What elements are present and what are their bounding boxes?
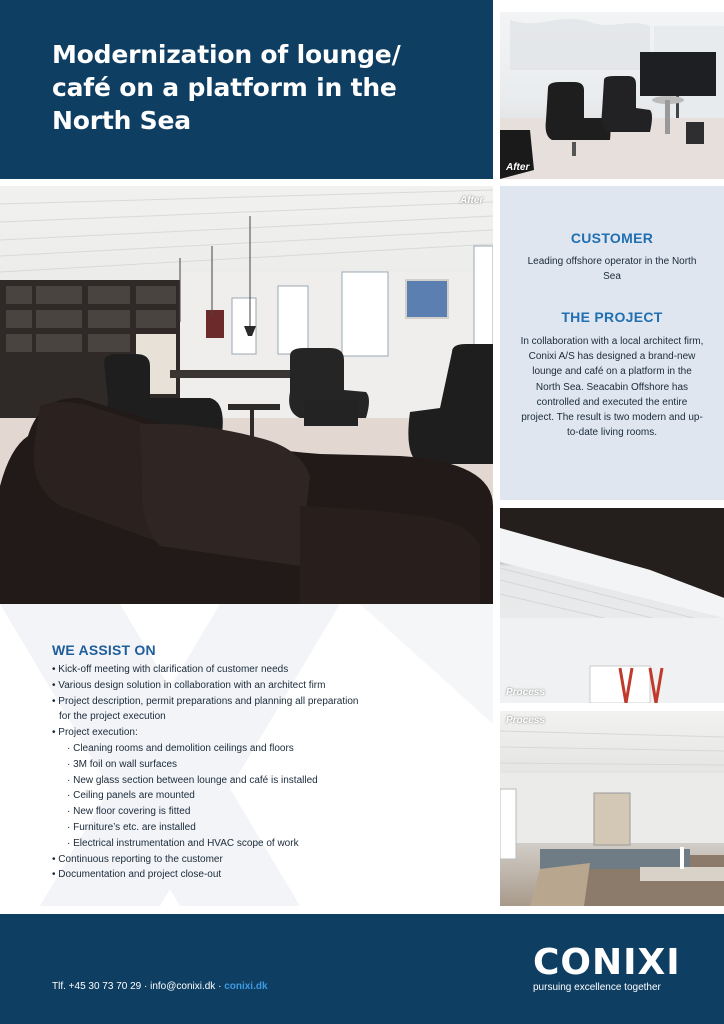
photo-lounge-chairs-illustration — [500, 0, 724, 179]
customer-heading: CUSTOMER — [570, 230, 654, 246]
page-title: Modernization of lounge/ café on a platform in the North Sea — [52, 40, 401, 135]
photo-lounge-chairs — [500, 0, 724, 179]
customer-text: Leading offshore operator in the North Sea — [527, 256, 697, 283]
project-heading: THE PROJECT — [561, 309, 663, 325]
list-item: · Electrical instrumentation and HVAC scope of work — [52, 836, 452, 852]
contact-line — [52, 981, 268, 992]
assist-list — [52, 662, 452, 883]
title-block — [0, 0, 493, 179]
conixi-logo — [533, 938, 693, 978]
list-item: · Cleaning rooms and demolition ceilings and floors — [52, 741, 452, 757]
logo-wordmark: CONIXI — [533, 942, 681, 978]
list-item: • Project description, permit preparations and planning all preparation — [52, 694, 452, 710]
list-item: • Various design solution in collaboration with an architect firm — [52, 678, 452, 694]
assist-heading: WE ASSIST ON — [52, 642, 156, 658]
photo-lounge-main — [0, 186, 493, 604]
list-item: for the project execution — [59, 711, 166, 723]
contact-info: Tlf. +45 30 73 70 29 · info@conixi.dk · — [52, 981, 225, 992]
photo-process-room-illustration — [500, 711, 724, 906]
customer-project-panel — [500, 186, 724, 500]
photo-label-after: After — [460, 195, 484, 206]
list-item: • Kick-off meeting with clarification of customer needs — [52, 662, 452, 678]
tagline: pursuing excellence together — [533, 982, 661, 993]
list-item: · New floor covering is fitted — [52, 804, 452, 820]
photo-label-process: Process — [506, 687, 545, 698]
photo-label-process: Process — [506, 715, 545, 726]
project-text: In collaboration with a local architect firm, Conixi A/S has designed a brand-new lounge and café on a platform in the North Sea. Seacabin Offshore has controlled and executed the entire project. The result is two modern and up-to-date living rooms. — [520, 336, 704, 439]
footer — [0, 914, 724, 1024]
list-item: · New glass section between lounge and café is installed — [52, 773, 452, 789]
list-item: • Project execution: — [52, 725, 452, 741]
list-item: • Documentation and project close-out — [52, 867, 452, 883]
list-item: • Continuous reporting to the customer — [52, 852, 452, 868]
website-link[interactable]: conixi.dk — [224, 981, 268, 992]
assist-section — [0, 604, 493, 906]
photo-lounge-main-illustration — [0, 186, 493, 604]
photo-process-room — [500, 711, 724, 906]
photo-process-ceiling — [500, 508, 724, 703]
photo-process-ceiling-illustration — [500, 508, 724, 703]
list-item: · 3M foil on wall surfaces — [52, 757, 452, 773]
list-item: · Furniture’s etc. are installed — [52, 820, 452, 836]
photo-label-after: After — [506, 162, 530, 173]
list-item: · Ceiling panels are mounted — [52, 788, 452, 804]
